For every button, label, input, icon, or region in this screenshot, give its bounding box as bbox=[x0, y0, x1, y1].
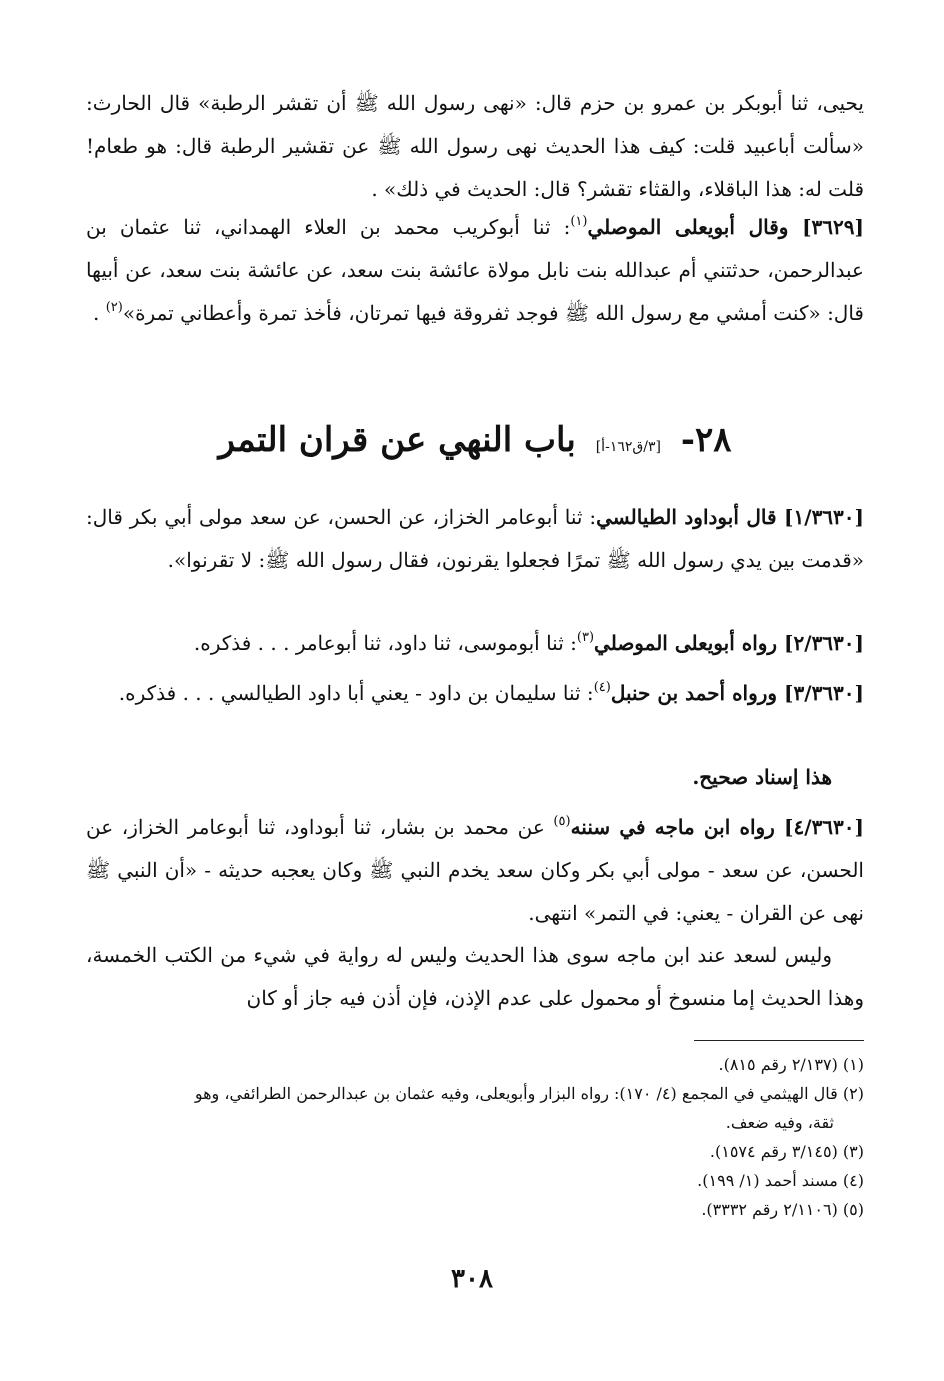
footnote-2: (٢) قال الهيثمي في المجمع (٤/ ١٧٠): رواه البزار وأبويعلى، وفيه عثمان بن عبدالرحمن الطرائفي، وهو bbox=[194, 1084, 864, 1103]
footnotes bbox=[100, 1050, 864, 1224]
hadith-3630-3 bbox=[86, 672, 864, 715]
hadith-text: : ثنا أبوكريب محمد بن العلاء الهمداني، ثنا عثمان بن عبدالرحمن، حدثتني أم عبدالله بنت نابل مولاة عائشة بنت سعد، عن عائشة بنت سعد، عن أبيها قال: «كنت أمشي مع رسول الله ﷺ فوجد ثفروقة فيها تمرتان، فأخذ تمرة وأعطاني تمرة» bbox=[86, 215, 864, 325]
hadith-lead: [١/٣٦٣٠] قال أبوداود الطيالسي bbox=[596, 505, 864, 529]
footnote-ref[interactable]: (١) bbox=[570, 214, 588, 229]
hadith-lead: [٤/٣٦٣٠] رواه ابن ماجه في سننه bbox=[570, 815, 864, 839]
footnote-5: (٥) (٢/١١٠٦ رقم ٣٣٣٢). bbox=[701, 1200, 864, 1219]
hadith-end: . bbox=[92, 301, 106, 325]
hadith-text: عن محمد بن بشار، ثنا أبوداود، ثنا أبوعامر الخزاز، عن الحسن، عن سعد - مولى أبي بكر وكان سعد يخدم النبي ﷺ وكان يعجبه حديثه - «أن النبي ﷺ نهى عن القران - يعني: في التمر» انتهى. bbox=[86, 815, 864, 925]
manuscript-ref: [٣/ق١٦٢-أ] bbox=[595, 439, 661, 455]
footnote-ref[interactable]: (٢) bbox=[105, 300, 123, 315]
footnote-ref[interactable]: (٥) bbox=[553, 814, 571, 829]
hadith-3630-4 bbox=[86, 806, 864, 935]
chapter-heading bbox=[86, 408, 864, 472]
hadith-lead: [٣/٣٦٣٠] ورواه أحمد بن حنبل bbox=[610, 681, 864, 705]
hadith-text: : ثنا أبوموسى، ثنا داود، ثنا أبوعامر . . . فذكره. bbox=[193, 631, 577, 655]
top-paragraph: يحيى، ثنا أبوبكر بن عمرو بن حزم قال: «نهى رسول الله ﷺ أن تقشر الرطبة» قال الحارث: «سألت أباعبيد قلت: كيف هذا الحديث نهى رسول الله ﷺ عن تقشير الرطبة قال: هو طعام! قلت له: هذا الباقلاء، والقثاء تقشر؟ قال: الحديث في ذلك» . bbox=[86, 91, 864, 201]
hadith-text: : ثنا أبوعامر الخزاز، عن الحسن، عن سعد مولى أبي بكر قال: «قدمت بين يدي رسول الله ﷺ تمرًا فجعلوا يقرنون، فقال رسول الله ﷺ: لا تقرنوا». bbox=[86, 505, 864, 572]
main-text-top bbox=[86, 82, 864, 211]
hadith-lead: [٣٦٢٩] وقال أبويعلى الموصلي bbox=[587, 215, 864, 239]
footnote-2-continued: ثقة، وفيه ضعف. bbox=[725, 1113, 834, 1132]
closing-paragraph bbox=[86, 934, 864, 1020]
chapter-number: ٢٨- bbox=[680, 420, 732, 460]
hadith-3630-2 bbox=[86, 622, 864, 665]
closing-text: وليس لسعد عند ابن ماجه سوى هذا الحديث وليس له رواية في شيء من الكتب الخمسة، وهذا الحديث إما منسوخ أو محمول على عدم الإذن، فإن أذن فيه جاز أو كان bbox=[86, 943, 864, 1010]
footnote-ref[interactable]: (٤) bbox=[593, 680, 611, 695]
isnad-text: هذا إسناد صحيح. bbox=[692, 765, 832, 789]
hadith-3629 bbox=[86, 206, 864, 335]
hadith-3630-1 bbox=[86, 496, 864, 582]
page-number: ٣٠٨ bbox=[451, 1264, 493, 1294]
chapter-title: باب النهي عن قران التمر bbox=[218, 420, 576, 460]
footnote-4: (٤) مسند أحمد (١/ ١٩٩). bbox=[697, 1171, 864, 1190]
footnote-divider bbox=[694, 1040, 864, 1041]
isnad-note bbox=[86, 756, 864, 799]
footnote-3: (٣) (٣/١٤٥ رقم ١٥٧٤). bbox=[709, 1142, 864, 1161]
footnote-ref[interactable]: (٣) bbox=[576, 630, 595, 645]
hadith-text: : ثنا سليمان بن داود - يعني أبا داود الطيالسي . . . فذكره. bbox=[118, 681, 594, 705]
hadith-lead: [٢/٣٦٣٠] رواه أبويعلى الموصلي bbox=[594, 631, 864, 655]
footnote-1: (١) (٢/١٣٧ رقم ٨١٥). bbox=[718, 1055, 864, 1074]
